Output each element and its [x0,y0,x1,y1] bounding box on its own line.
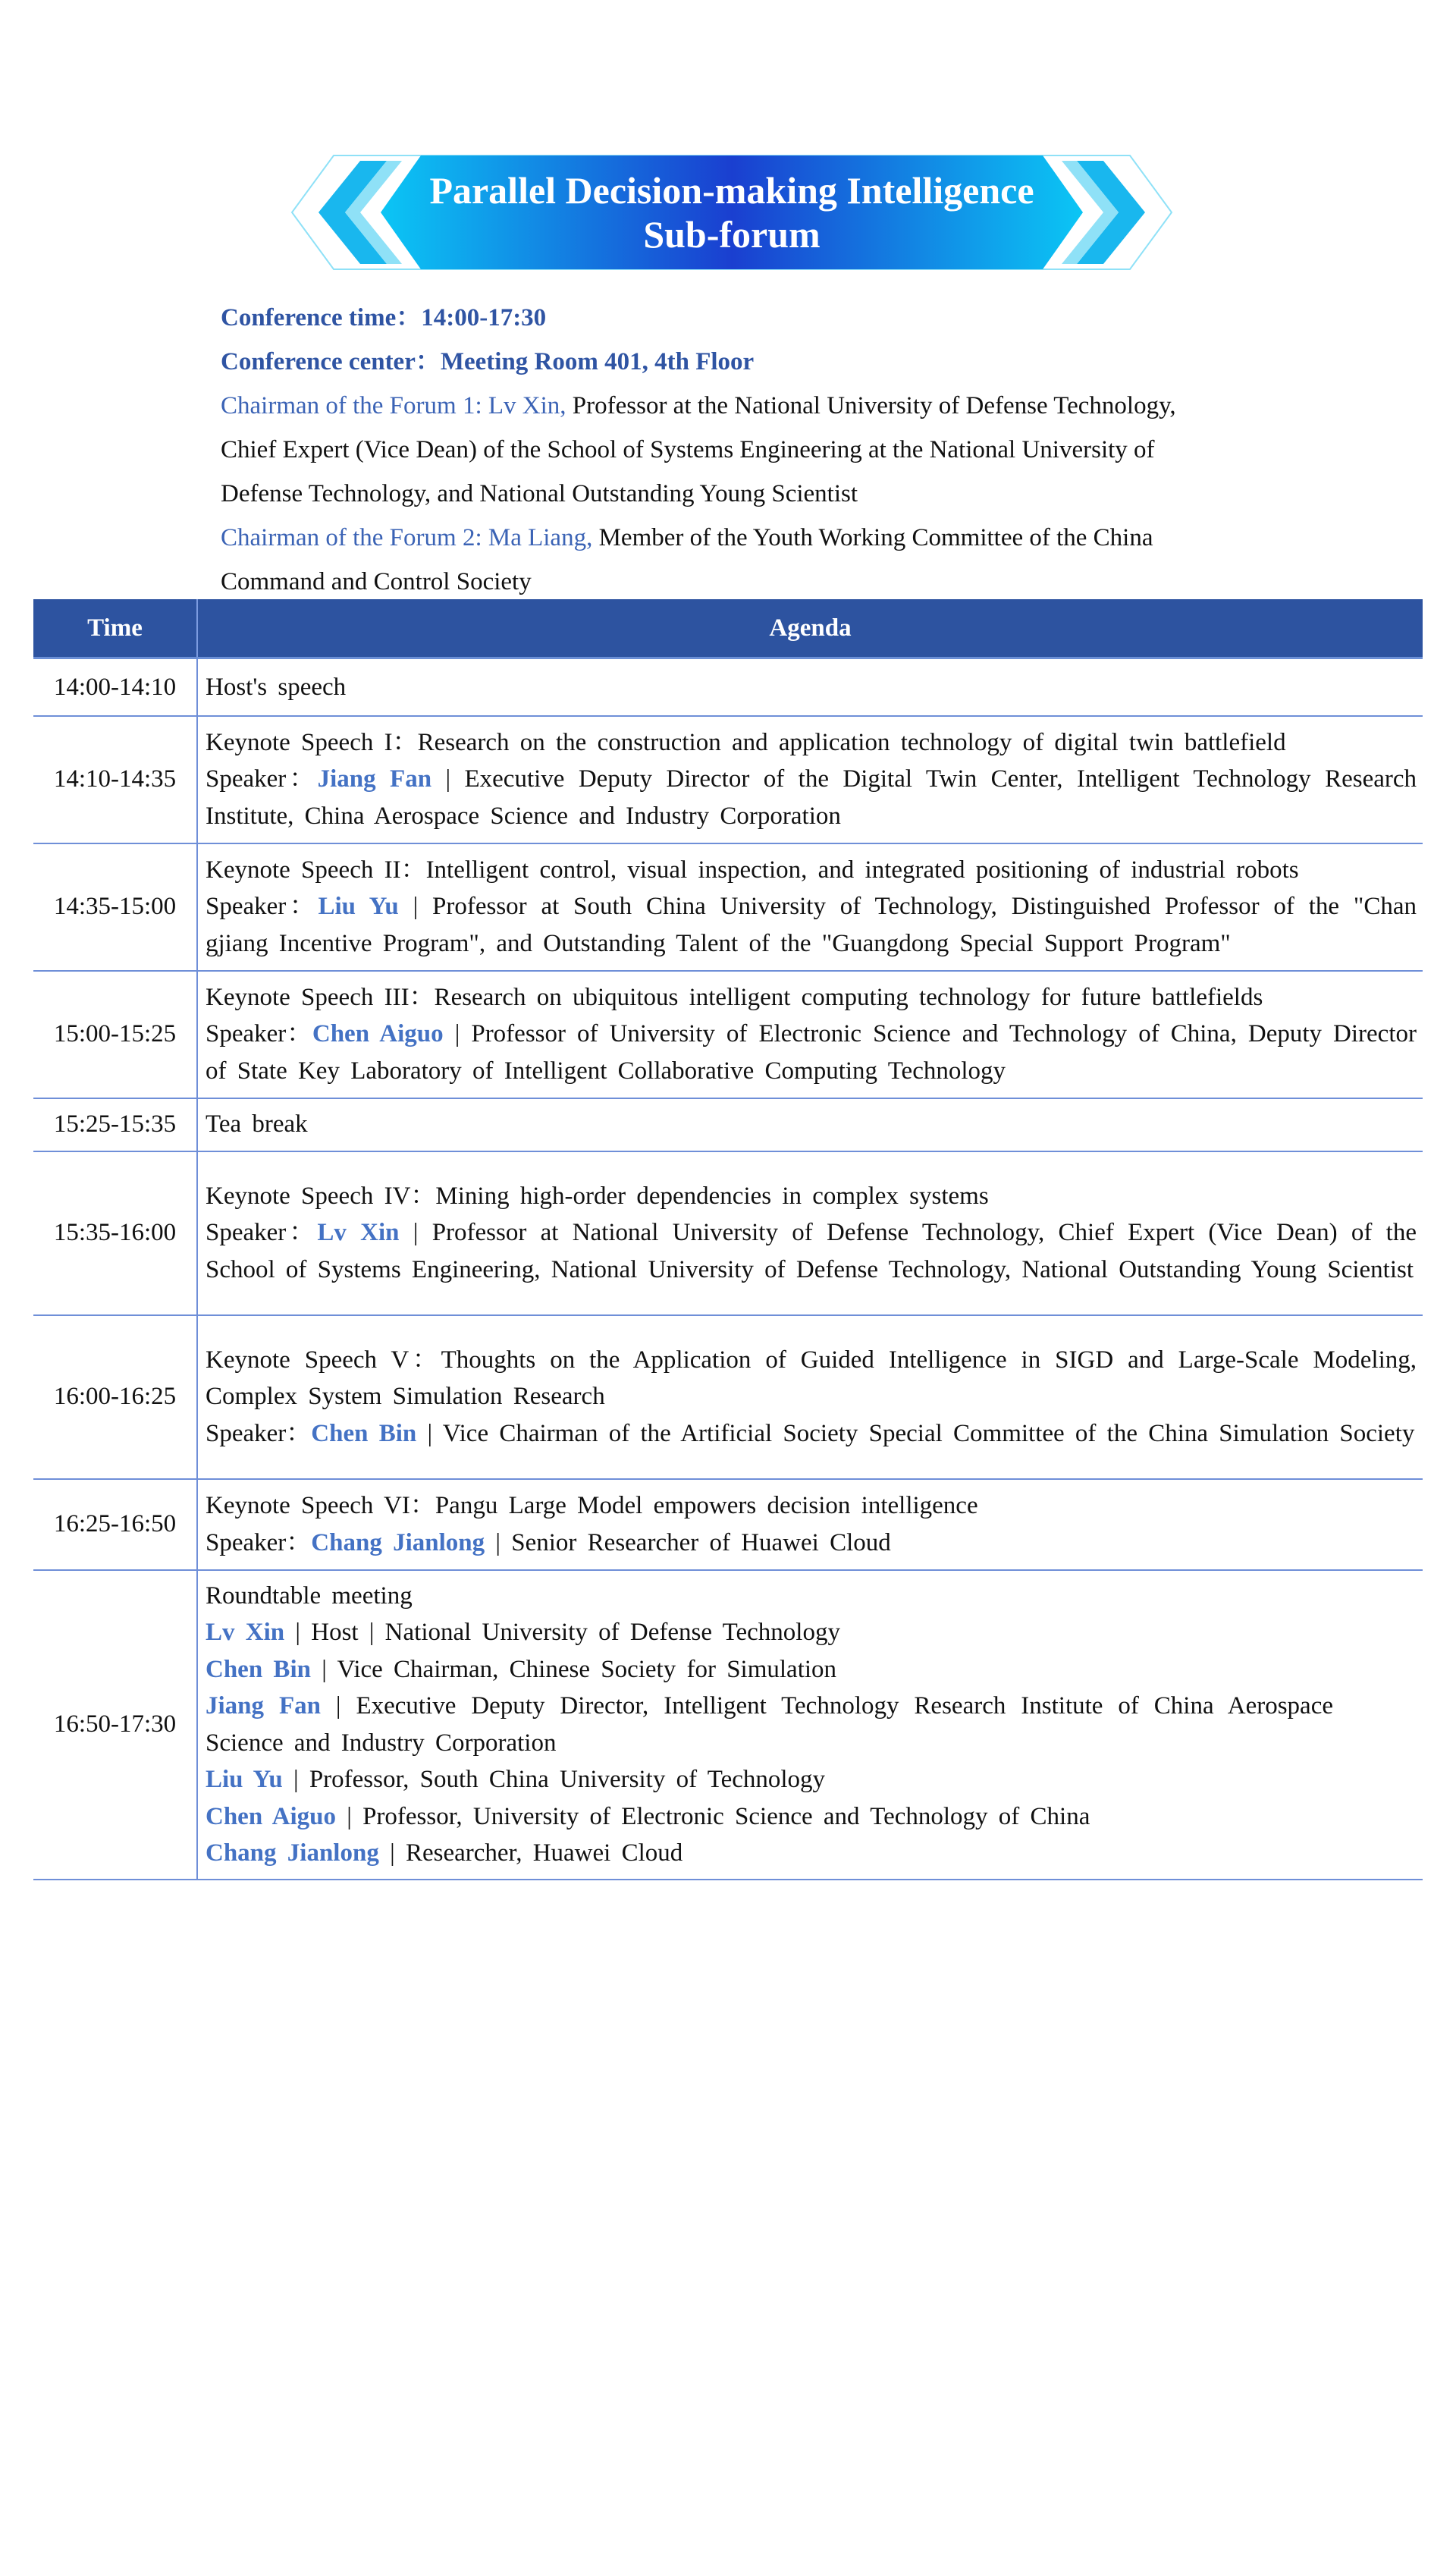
panelist-desc: | Vice Chairman, Chinese Society for Simulation [322,1655,837,1683]
table-row [33,1570,1423,1880]
row-agenda [197,1479,1423,1570]
table-row [33,1315,1423,1479]
conference-time-label: Conference time： [221,304,422,331]
chairman-1-desc-line-1: Professor at the National University of Defense Technology, [572,392,1176,419]
panelist-name: Chen Bin [206,1655,311,1683]
panelist-name: Chen Aiguo [206,1802,336,1830]
speaker-name: Chen Aiguo [312,1020,444,1048]
panelist-desc: | Executive Deputy Director, Intelligent Technology Research Institute of China Aerospace Science and Industry Corporation [206,1692,1333,1757]
speaker-name: Chang Jianlong [311,1528,485,1556]
chairman-2 [221,516,1282,560]
row-time: 14:10-14:35 [33,716,197,843]
panelist [206,1651,1417,1688]
row-time: 14:35-15:00 [33,843,197,971]
table-row [33,1098,1423,1151]
speaker-name: Chen Bin [311,1419,417,1447]
row-agenda [197,843,1423,971]
panelist-desc: | Professor, University of Electronic Science and Technology of China [347,1802,1090,1830]
speaker-desc: | Vice Chairman of the Artificial Society Special Committee of the China Simulation Society [427,1419,1415,1447]
panelist [206,1614,1417,1651]
speech-title: Keynote Speech IV：Mining high-order dependencies in complex systems [206,1182,989,1210]
row-agenda [197,1570,1423,1880]
row-agenda [197,1151,1423,1315]
page-title [429,168,1034,256]
chairman-1-desc-line-3: Defense Technology, and National Outstanding Young Scientist [221,480,858,507]
table-row [33,843,1423,971]
speech-title: Keynote Speech VI：Pangu Large Model empowers decision intelligence [206,1492,978,1519]
row-agenda [197,1315,1423,1479]
page-title-line-1: Parallel Decision-making Intelligence [429,169,1034,212]
table-row [33,658,1423,716]
speaker-desc: | Professor at South China University of Technology, Distinguished Professor of the "Chan gjiang Incentive Program", and Outstanding Talent of the "Guangdong Special Support Program" [206,893,1417,957]
speaker-label: Speaker： [206,893,318,921]
panelist-desc: | Professor, South China University of Technology [293,1766,826,1793]
row-agenda: Tea break [197,1098,1423,1151]
panelist-desc: | Researcher, Huawei Cloud [390,1839,683,1867]
row-time: 15:00-15:25 [33,971,197,1098]
speaker-label: Speaker： [206,765,318,793]
conference-time [221,296,1282,340]
chairman-2-label: Chairman of the Forum 2: Ma Liang, [221,524,593,551]
roundtable-title: Roundtable meeting [206,1581,413,1610]
speaker-desc: | Professor of University of Electronic Science and Technology of China, Deputy Director of State Key Laboratory of Intelligent Collaborative Computing Technology [206,1020,1417,1085]
panelist-name: Liu Yu [206,1766,283,1793]
header-time: Time [33,599,197,658]
speaker-name: Liu Yu [318,893,399,921]
row-agenda: Host's speech [197,658,1423,716]
panelist [206,1688,1417,1761]
panelist-name: Chang Jianlong [206,1839,379,1867]
chairman-1-label: Chairman of the Forum 1: Lv Xin, [221,392,566,419]
speech-title: Keynote Speech III：Research on ubiquitous intelligent computing technology for future battlefields [206,983,1263,1011]
table-row [33,971,1423,1098]
speech-title: Keynote Speech II：Intelligent control, visual inspection, and integrated positioning of industrial robots [206,856,1299,884]
speaker-label: Speaker： [206,1528,312,1556]
conference-center [221,340,1282,384]
row-time: 16:25-16:50 [33,1479,197,1570]
panelist [206,1798,1417,1836]
row-time: 16:50-17:30 [33,1570,197,1880]
conference-info [221,296,1282,604]
speaker-name: Jiang Fan [317,765,432,793]
title-banner [288,152,1175,273]
chairman-2-desc-line-2: Command and Control Society [221,568,532,595]
speech-title: Keynote Speech I：Research on the construction and application technology of digital twin battlefield [206,728,1286,756]
row-time: 16:00-16:25 [33,1315,197,1479]
panelist-name: Jiang Fan [206,1692,321,1720]
panelist [206,1761,1417,1798]
speaker-label: Speaker： [206,1020,312,1048]
row-time: 15:25-15:35 [33,1098,197,1151]
speaker-label: Speaker： [206,1219,318,1247]
panelist-name: Lv Xin [206,1619,285,1646]
speaker-desc: | Senior Researcher of Huawei Cloud [495,1528,891,1556]
panelist [206,1835,1417,1872]
row-time: 15:35-16:00 [33,1151,197,1315]
chairman-1 [221,384,1282,428]
row-time: 14:00-14:10 [33,658,197,716]
speaker-desc: | Professor at National University of Defense Technology, Chief Expert (Vice Dean) of the School of Systems Engineering, National University of Defense Technology, National Outstanding Young Scientist [206,1219,1417,1283]
chairman-1-desc-line-2: Chief Expert (Vice Dean) of the School of Systems Engineering at the National University of [221,436,1155,463]
table-row [33,716,1423,843]
conference-time-value: 14:00-17:30 [421,304,547,331]
speaker-label: Speaker： [206,1419,312,1447]
agenda-table [33,599,1423,1880]
speaker-name: Lv Xin [317,1219,400,1247]
conference-center-label: Conference center： [221,348,441,375]
conference-center-value: Meeting Room 401, 4th Floor [440,348,755,375]
speech-title: Keynote Speech V：Thoughts on the Application of Guided Intelligence in SIGD and Large-Scale Modeling, Complex System Simulation Research [206,1346,1417,1411]
table-row [33,1479,1423,1570]
header-agenda: Agenda [197,599,1423,658]
page-title-line-2: Sub-forum [643,213,821,256]
row-agenda [197,971,1423,1098]
table-header-row [33,599,1423,658]
panelist-desc: | Host | National University of Defense Technology [295,1619,840,1646]
speaker-desc: | Executive Deputy Director of the Digital Twin Center, Intelligent Technology Research Institute, China Aerospace Science and Industry Corporation [206,765,1417,830]
table-row [33,1151,1423,1315]
chairman-2-desc-line-1: Member of the Youth Working Committee of the China [598,524,1153,551]
row-agenda [197,716,1423,843]
